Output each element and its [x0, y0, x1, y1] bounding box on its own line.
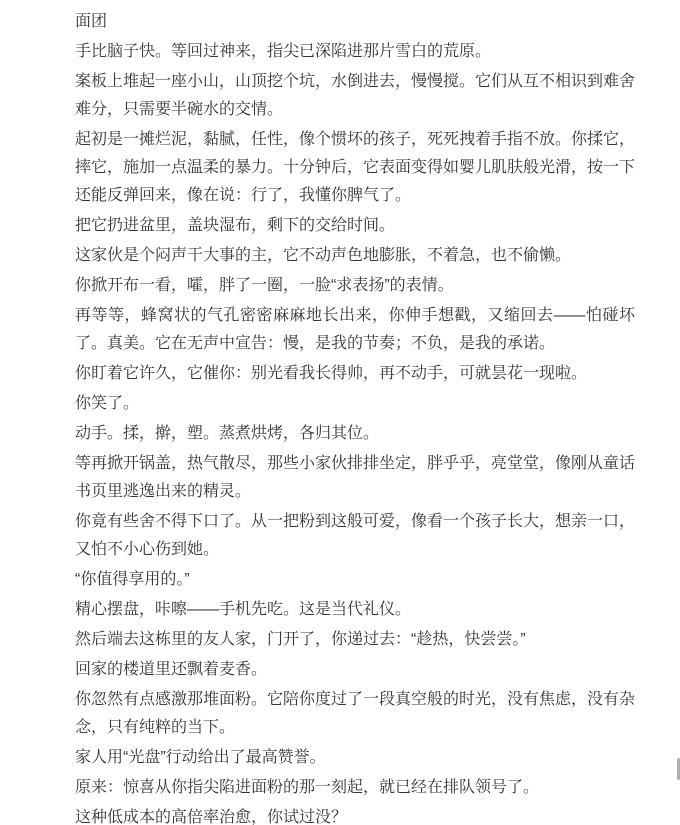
paragraph: 你笑了。	[75, 395, 140, 412]
paragraph: 你竟有些舍不得下口了。从一把粉到这般可爱，像看一个孩子长大，想亲一口，又怕不小心伤到她。	[75, 513, 636, 558]
paragraph: 你盯着它许久，它催你：别光看我长得帅，再不动手，可就昙花一现啦。	[75, 365, 588, 382]
paragraph: 你掀开布一看，嚯，胖了一圈，一脸“求表扬”的表情。	[75, 277, 454, 294]
paragraph: 家人用“光盘”行动给出了最高赞誉。	[75, 749, 326, 766]
paragraph: 等再掀开锅盖，热气散尽，那些小家伙排排坐定，胖乎乎，亮堂堂，像刚从童话书页里逃逸出来的精灵。	[75, 455, 636, 500]
paragraph: 起初是一摊烂泥，黏腻，任性，像个惯坏的孩子，死死拽着手指不放。你揉它，摔它，施加一点温柔的暴力。十分钟后，它表面变得如婴儿肌肤般光滑，按一下还能反弹回来，像在说：行了，我懂你脾气了。	[75, 131, 636, 204]
paragraph: 案板上堆起一座小山，山顶挖个坑，水倒进去，慢慢搅。它们从互不相识到难舍难分，只需要半碗水的交情。	[75, 73, 636, 118]
paragraph: “你值得享用的。”	[75, 571, 190, 588]
paragraph: 你忽然有点感激那堆面粉。它陪你度过了一段真空般的时光，没有焦虑，没有杂念，只有纯粹的当下。	[75, 691, 636, 736]
paragraph: 精心摆盘，咔嚓——手机先吃。这是当代礼仪。	[75, 601, 412, 618]
article-body	[75, 38, 635, 825]
paragraph: 再等等，蜂窝状的气孔密密麻麻地长出来，你伸手想戳，又缩回去——怕碰坏了。真美。它在无声中宣告：慢，是我的节奏；不负，是我的承诺。	[75, 307, 635, 352]
paragraph: 原来：惊喜从你指尖陷进面粉的那一刻起，就已经在排队领号了。	[75, 779, 540, 796]
paragraph: 动手。揉，擀，塑。蒸煮烘烤，各归其位。	[75, 425, 380, 442]
article-title: 面团	[75, 13, 108, 30]
paragraph: 手比脑子快。等回过神来，指尖已深陷进那片雪白的荒原。	[75, 43, 492, 60]
paragraph: 然后端去这栋里的友人家，门开了，你递过去：“趁热，快尝尝。”	[75, 631, 526, 648]
paragraph: 这种低成本的高倍率治愈，你试过没？	[75, 809, 348, 825]
paragraph: 回家的楼道里还飘着麦香。	[75, 661, 268, 678]
paragraph: 这家伙是个闷声干大事的主，它不动声色地膨胀，不着急，也不偷懒。	[75, 247, 572, 264]
paragraph: 把它扔进盆里，盖块湿布，剩下的交给时间。	[75, 217, 396, 234]
